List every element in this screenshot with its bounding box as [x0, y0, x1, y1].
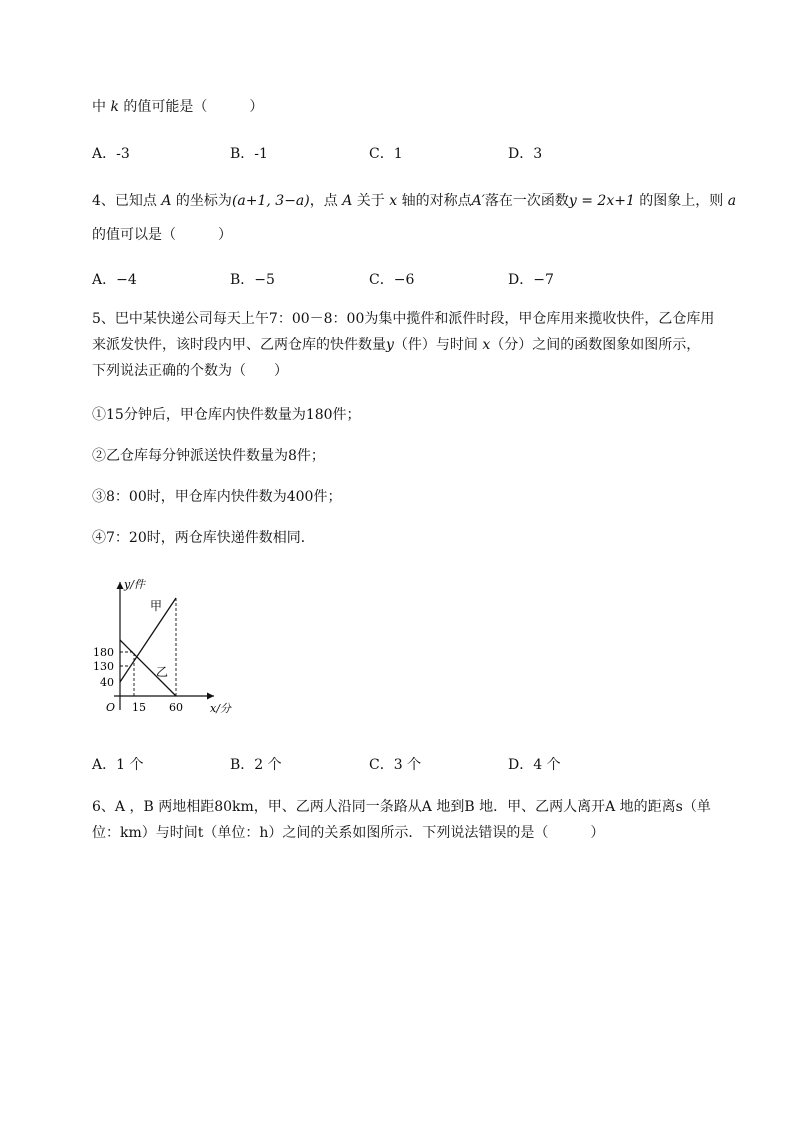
q5-statement-2: ②乙仓库每分钟派送快件数量为8件；: [92, 448, 325, 464]
q3-question-tail: 中 k 的值可能是（ ）: [92, 99, 264, 115]
q5-stem-line2: 来派发快件，该时段内甲、乙两仓库的快件数量y（件）与时间 x（分）之间的函数图象如图所示，: [92, 337, 701, 353]
q5-stem-line3: 下列说法正确的个数为（ ）: [92, 363, 288, 379]
q4-stem-line1: 4、已知点 A 的坐标为(a+1, 3−a)，点 A 关于 x 轴的对称点A′落在一次函数y = 2x+1 的图象上，则 a: [92, 193, 737, 209]
q5-option-c: C．3 个: [369, 757, 422, 773]
y-axis-label: y/件: [124, 578, 145, 591]
q5-option-b: B．2 个: [230, 757, 282, 773]
x-tick-60: 60: [169, 701, 183, 714]
x-tick-15: 15: [132, 701, 146, 714]
q5-statement-4: ④7：20时，两仓库快递件数相同．: [92, 530, 315, 546]
q4-option-a: A．−4: [92, 272, 137, 288]
q3-option-a: A．-3: [92, 146, 130, 162]
q3-option-c: C．1: [369, 146, 403, 162]
q3-options: [92, 143, 652, 163]
q4-option-c: C．−6: [369, 272, 415, 288]
q5-option-d: D．4 个: [508, 757, 561, 773]
q4-option-d: D．−7: [508, 272, 554, 288]
x-axis-label: x/分: [210, 702, 231, 715]
y-tick-180: 180: [93, 646, 114, 659]
q5-statement-3: ③8：00时，甲仓库内快件数为400件；: [92, 489, 342, 505]
q5-statement-1: ①15分钟后，甲仓库内快件数量为180件；: [92, 407, 361, 423]
q3-option-b: B．-1: [230, 146, 268, 162]
q6-stem-line2: 位：km）与时间t（单位：h）之间的关系如图所示．下列说法错误的是（ ）: [92, 825, 605, 841]
q4-options: [92, 269, 652, 289]
q3-option-d: D．3: [508, 146, 543, 162]
q4-option-b: B．−5: [230, 272, 275, 288]
series-label-jia: 甲: [150, 599, 163, 613]
q6-stem-line1: 6、A ，B 两地相距80km，甲、乙两人沿同一条路从A 地到B 地．甲、乙两人离开A 地的距离s（单: [92, 799, 711, 815]
y-tick-40: 40: [100, 676, 114, 689]
q4-stem-line2: 的值可以是（ ）: [92, 227, 232, 243]
y-tick-130: 130: [93, 660, 114, 673]
origin-label: O: [106, 701, 116, 714]
q5-option-a: A．1 个: [92, 757, 144, 773]
series-label-yi: 乙: [156, 665, 169, 679]
q5-function-graph: [86, 570, 246, 720]
q5-options: [92, 754, 652, 774]
q5-stem-line1: 5、巴中某快递公司每天上午7：00－8：00为集中揽件和派件时段，甲仓库用来揽收快件，乙仓库用: [92, 311, 715, 327]
